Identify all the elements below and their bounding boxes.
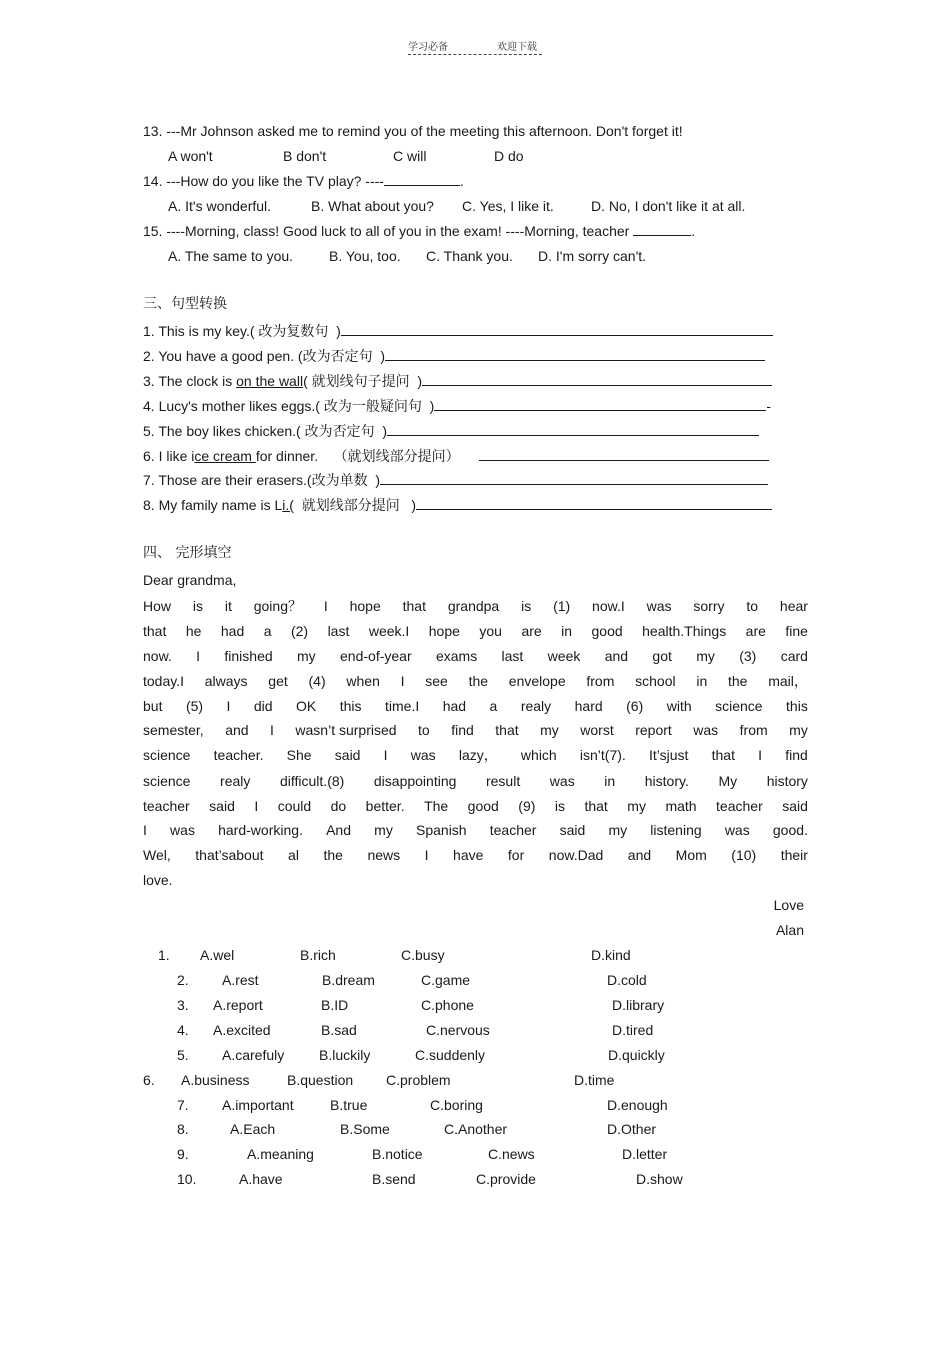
item-tail: - (766, 398, 771, 414)
q13-option-d: D do (494, 148, 524, 164)
underlined-part: ce cream (194, 448, 256, 464)
passage-word: and (225, 722, 249, 738)
passage-word: said (559, 822, 586, 838)
passage-word: in (561, 623, 573, 639)
question-text: ---Mr Johnson asked me to remind you of the meeting this afternoon. Don't forget it! (166, 123, 683, 139)
cloze-option: C.busy (401, 947, 445, 963)
passage-word: had (220, 623, 245, 639)
passage-word: (9) (518, 798, 536, 814)
q14-option-b: B. What about you? (311, 198, 434, 214)
passage-word: I (758, 747, 763, 763)
rewrite-item-7 (143, 471, 768, 490)
passage-word: card (780, 648, 808, 664)
passage-word: today.I (143, 673, 184, 689)
passage-word: good. (772, 822, 808, 838)
rewrite-item-3 (143, 372, 772, 391)
item-close: ) (429, 398, 435, 414)
q14-option-c: C. Yes, I like it. (462, 198, 554, 214)
cloze-option: C.boring (430, 1097, 483, 1113)
item-close: ) (382, 423, 388, 439)
passage-word: my (540, 722, 559, 738)
cloze-option: A.carefuly (222, 1047, 285, 1063)
passage-word: was (646, 598, 672, 614)
passage-word: result (485, 773, 521, 789)
passage-word: mail， (768, 673, 808, 689)
passage-word: finished (224, 648, 273, 664)
passage-word: (10) (731, 847, 757, 863)
rewrite-item-1 (143, 322, 773, 341)
cloze-option: D.quickly (608, 1047, 665, 1063)
passage-word: now.I (592, 598, 625, 614)
passage-word: week (547, 648, 581, 664)
passage-word: for (507, 847, 525, 863)
passage-line (143, 772, 808, 790)
passage-word: it (224, 598, 232, 614)
q15-option-c: C. Thank you. (426, 248, 513, 264)
cloze-option: D.library (612, 997, 665, 1013)
passage-word: health.Things (642, 623, 727, 639)
passage-word: wasn’t surprised (295, 722, 397, 738)
passage-line (143, 846, 808, 864)
passage-word: said (209, 798, 235, 814)
passage-word: this (786, 698, 808, 714)
cloze-option: B.Some (340, 1121, 390, 1137)
answer-blank[interactable] (422, 372, 772, 386)
passage-word: the (728, 673, 748, 689)
cloze-option: C.phone (421, 997, 474, 1013)
letter-closing: Love (773, 897, 804, 913)
passage-word: but (143, 698, 163, 714)
item-instruction: 改为否定句 (304, 424, 375, 440)
passage-word: difficult.(8) (279, 773, 345, 789)
item-instruction: （就划线部分提问） (333, 449, 460, 465)
passage-word: are (521, 623, 542, 639)
cloze-option: B.sad (321, 1022, 357, 1038)
question-13 (143, 122, 683, 140)
passage-word: science (143, 747, 191, 763)
question-number: 13. (143, 123, 163, 139)
passage-word: She (286, 747, 312, 763)
passage-word: and (627, 847, 652, 863)
passage-word: the (468, 673, 489, 689)
passage-word: are (745, 623, 766, 639)
q13-option-b: B don't (283, 148, 327, 164)
passage-word: (3) (739, 648, 757, 664)
passage-word: science (715, 698, 763, 714)
passage-word: science (143, 773, 191, 789)
passage-line (143, 746, 808, 764)
passage-word: is (554, 798, 565, 814)
item-close: ) (380, 348, 386, 364)
underlined-part: i.( (282, 497, 294, 513)
passage-line (143, 672, 808, 690)
passage-word: OK (296, 698, 317, 714)
passage-word: this (339, 698, 362, 714)
passage-word: had (442, 698, 467, 714)
passage-word: history (766, 773, 808, 789)
cloze-option: B.send (372, 1171, 416, 1187)
passage-word: in (696, 673, 708, 689)
passage-word: he (185, 623, 202, 639)
letter-signature: Alan (775, 922, 804, 938)
item-text: ( (303, 373, 308, 389)
passage-word: My (718, 773, 738, 789)
passage-word: listening (650, 822, 702, 838)
answer-blank[interactable] (385, 347, 765, 361)
passage-word: I (143, 822, 147, 838)
cloze-option: A.rest (222, 972, 259, 988)
option-number: 4. (177, 1022, 189, 1038)
passage-word: is (192, 598, 203, 614)
passage-word: school (635, 673, 676, 689)
passage-word: do (330, 798, 347, 814)
passage-word: hope (349, 598, 381, 614)
item-close: ) (336, 323, 341, 339)
cloze-option: D.time (574, 1072, 615, 1088)
passage-word: was (549, 773, 575, 789)
cloze-option: A.important (222, 1097, 294, 1113)
item-text: 5. The boy likes chicken.( (143, 423, 305, 439)
passage-word: that (584, 798, 608, 814)
passage-word: that (495, 722, 519, 738)
option-number: 8. (177, 1121, 189, 1137)
passage-word: was (693, 722, 719, 738)
passage-word: is (521, 598, 532, 614)
item-close: ) (417, 373, 423, 389)
option-number: 5. (177, 1047, 189, 1063)
passage-word: that (143, 623, 167, 639)
cloze-option: B.notice (372, 1146, 423, 1162)
question-14 (143, 172, 464, 190)
item-text: 2. You have a good pen. ( (143, 348, 303, 364)
passage-word: worst (580, 722, 614, 738)
passage-word: I (400, 673, 405, 689)
header-divider (408, 54, 542, 55)
passage-word: hear (779, 598, 808, 614)
passage-word: hard-working. (218, 822, 303, 838)
passage-word: the (323, 847, 343, 863)
passage-word: isn’t(7). (579, 747, 626, 763)
passage-line (143, 821, 808, 839)
passage-word: when (346, 673, 380, 689)
option-number: 1. (158, 947, 170, 963)
passage-word: always (204, 673, 248, 689)
passage-word: find (785, 747, 808, 763)
q15-option-b: B. You, too. (329, 248, 401, 264)
passage-word: better. (365, 798, 405, 814)
cloze-option: D.letter (622, 1146, 668, 1162)
q13-option-c: C will (393, 148, 427, 164)
passage-word: I (196, 648, 201, 664)
passage-word: that’sabout (195, 847, 264, 863)
answer-blank[interactable] (633, 222, 691, 236)
cloze-option: B.dream (322, 972, 375, 988)
cloze-option: D.cold (607, 972, 647, 988)
passage-word: their (780, 847, 808, 863)
question-number: 14. (143, 173, 163, 189)
passage-line (143, 871, 808, 889)
option-number: 7. (177, 1097, 189, 1113)
passage-word: from (586, 673, 615, 689)
answer-blank[interactable] (387, 422, 759, 436)
passage-word: which (520, 747, 557, 763)
passage-word: teacher (489, 822, 537, 838)
cloze-option: B.true (330, 1097, 368, 1113)
passage-word: find (451, 722, 474, 738)
passage-word: (6) (626, 698, 644, 714)
passage-word: with (666, 698, 692, 714)
passage-word: love. (143, 872, 173, 888)
passage-line (143, 797, 808, 815)
cloze-option: C.nervous (426, 1022, 490, 1038)
passage-word: get (268, 673, 288, 689)
underlined-part: on the wall (236, 373, 304, 389)
passage-word: (4) (308, 673, 326, 689)
passage-word: time.I (385, 698, 420, 714)
cloze-option: C.provide (476, 1171, 536, 1187)
passage-word: I (270, 722, 274, 738)
rewrite-item-8 (143, 496, 772, 515)
cloze-option: A.wel (200, 947, 235, 963)
passage-word: said (334, 747, 361, 763)
passage-word: (2) (290, 623, 309, 639)
passage-line (143, 647, 808, 665)
q14-option-d: D. No, I don't like it at all. (591, 198, 746, 214)
passage-line (143, 697, 808, 715)
passage-word: (5) (185, 698, 204, 714)
cloze-option: D.show (636, 1171, 683, 1187)
passage-word: said (782, 798, 808, 814)
passage-word: lazy， (458, 747, 498, 763)
item-text: for dinner. (255, 448, 319, 464)
passage-word: It’sjust (649, 747, 689, 763)
passage-word: was (724, 822, 750, 838)
passage-word: I (226, 698, 231, 714)
item-text: 3. The clock is (143, 373, 237, 389)
option-number: 2. (177, 972, 189, 988)
item-text: 6. I like i (143, 448, 195, 464)
passage-word: was (410, 747, 436, 763)
option-number: 9. (177, 1146, 189, 1162)
passage-word: grandpa (447, 598, 500, 614)
q15-option-d: D. I'm sorry can't. (538, 248, 647, 264)
answer-blank[interactable] (380, 471, 768, 485)
passage-word: And (326, 822, 352, 838)
question-15 (143, 222, 695, 240)
passage-word: in (604, 773, 616, 789)
passage-word: now. (143, 648, 172, 664)
item-instruction: 改为一般疑问句 (323, 399, 422, 415)
page-header (408, 38, 542, 56)
rewrite-item-4 (143, 397, 771, 416)
passage-word: my (789, 722, 808, 738)
question-number: 15. (143, 223, 163, 239)
passage-word: was (170, 822, 195, 838)
passage-word: could (277, 798, 312, 814)
passage-line (143, 597, 808, 615)
rewrite-item-2 (143, 347, 765, 366)
passage-word: Wel, (143, 847, 171, 863)
passage-word: now.Dad (548, 847, 604, 863)
passage-word: Spanish (416, 822, 467, 838)
item-instruction: 就划线部分提问 (301, 498, 400, 514)
passage-word: exams (435, 648, 478, 664)
cloze-option: B.luckily (319, 1047, 371, 1063)
passage-word: good (591, 623, 623, 639)
passage-word: to (418, 722, 430, 738)
passage-word: news (367, 847, 401, 863)
passage-word: How (143, 598, 172, 614)
cloze-option: A.report (213, 997, 263, 1013)
passage-word: sorry (693, 598, 725, 614)
passage-word: I (424, 847, 429, 863)
passage-word: good (467, 798, 499, 814)
answer-blank[interactable] (384, 172, 460, 186)
cloze-option: C.news (488, 1146, 535, 1162)
passage-line (143, 721, 808, 739)
item-instruction: 改为单数 (311, 473, 368, 489)
item-instruction: 改为否定句 (302, 349, 373, 365)
passage-word: realy (220, 773, 251, 789)
cloze-option: C.game (421, 972, 471, 988)
passage-word: see (425, 673, 448, 689)
passage-word: a (489, 698, 498, 714)
cloze-option: B.rich (300, 947, 336, 963)
passage-word: envelope (508, 673, 566, 689)
passage-word: al (288, 847, 299, 863)
passage-word: The (424, 798, 449, 814)
passage-word: I (323, 598, 328, 614)
passage-word: last (327, 623, 350, 639)
passage-word: my (627, 798, 646, 814)
passage-word: realy (520, 698, 552, 714)
passage-word: teacher (716, 798, 763, 814)
passage-word: teacher. (213, 747, 264, 763)
passage-word: a (263, 623, 272, 639)
passage-word: I (254, 798, 259, 814)
passage-word: math (665, 798, 697, 814)
cloze-option: D.Other (607, 1121, 657, 1137)
passage-word: have (453, 847, 484, 863)
section-3-title: 三、句型转换 (143, 296, 227, 312)
rewrite-item-5 (143, 422, 759, 441)
rewrite-item-6 (143, 447, 769, 466)
passage-word: report (635, 722, 672, 738)
cloze-option: C.problem (386, 1072, 451, 1088)
cloze-option: D.tired (612, 1022, 654, 1038)
option-number: 3. (177, 997, 189, 1013)
passage-line (143, 622, 808, 640)
item-close: ) (375, 472, 381, 488)
passage-word: Mom (675, 847, 707, 863)
passage-word: week.I (368, 623, 410, 639)
cloze-option: C.suddenly (415, 1047, 486, 1063)
passage-word: disappointing (373, 773, 457, 789)
passage-word: you (479, 623, 502, 639)
passage-word: history. (644, 773, 689, 789)
passage-word: my (374, 822, 393, 838)
q15-option-a: A. The same to you. (168, 248, 294, 264)
item-text: 1. This is my key.( (143, 323, 259, 339)
passage-word: from (739, 722, 768, 738)
passage-word: semester, (143, 722, 204, 738)
question-end: . (691, 223, 696, 239)
cloze-option: D.enough (607, 1097, 668, 1113)
cloze-option: A.business (181, 1072, 250, 1088)
header-right-text: 欢迎下载 (497, 42, 537, 53)
passage-word: to (746, 598, 759, 614)
passage-word: going？ (253, 598, 302, 614)
cloze-option: A.Each (230, 1121, 276, 1137)
cloze-option: C.Another (444, 1121, 508, 1137)
cloze-option: A.meaning (247, 1146, 314, 1162)
item-instruction: 就划线句子提问 (311, 374, 410, 390)
cloze-option: B.ID (321, 997, 349, 1013)
item-text: 4. Lucy's mother likes eggs.( (143, 398, 324, 414)
passage-word: did (253, 698, 273, 714)
passage-word: my (696, 648, 715, 664)
answer-blank[interactable] (479, 447, 769, 461)
passage-word: my (608, 822, 628, 838)
answer-blank[interactable] (434, 397, 766, 411)
item-instruction: 改为复数句 (258, 324, 329, 340)
passage-word: hard (574, 698, 603, 714)
passage-word: and (604, 648, 629, 664)
passage-word: (1) (553, 598, 571, 614)
cloze-option: A.have (239, 1171, 283, 1187)
passage-word: end-of-year (340, 648, 412, 664)
passage-word: teacher (143, 798, 190, 814)
question-text: ----Morning, class! Good luck to all of you in the exam! ----Morning, teacher (166, 223, 634, 239)
option-number: 10. (177, 1171, 197, 1187)
section-4-title: 四、 完形填空 (143, 545, 232, 561)
cloze-option: A.excited (213, 1022, 271, 1038)
item-close: ) (411, 497, 417, 513)
question-text: ---How do you like the TV play? ---- (166, 173, 384, 189)
answer-blank[interactable] (341, 322, 773, 336)
item-text: 8. My family name is L (143, 497, 283, 513)
header-left-text: 学习必备 (408, 42, 448, 53)
passage-word: my (297, 648, 316, 664)
q14-option-a: A. It's wonderful. (168, 198, 272, 214)
passage-word: that (402, 598, 426, 614)
q13-option-a: A won't (168, 148, 213, 164)
passage-word: fine (785, 623, 808, 639)
passage-word: got (652, 648, 672, 664)
letter-salutation: Dear grandma, (143, 572, 237, 588)
passage-word: hope (428, 623, 460, 639)
option-number: 6. (143, 1072, 155, 1088)
cloze-option: B.question (287, 1072, 354, 1088)
passage-word: I (383, 747, 388, 763)
passage-word: last (501, 648, 524, 664)
passage-word: that (711, 747, 735, 763)
question-end: . (459, 173, 464, 189)
answer-blank[interactable] (416, 496, 772, 510)
cloze-option: D.kind (591, 947, 631, 963)
item-text: 7. Those are their erasers.( (143, 472, 312, 488)
